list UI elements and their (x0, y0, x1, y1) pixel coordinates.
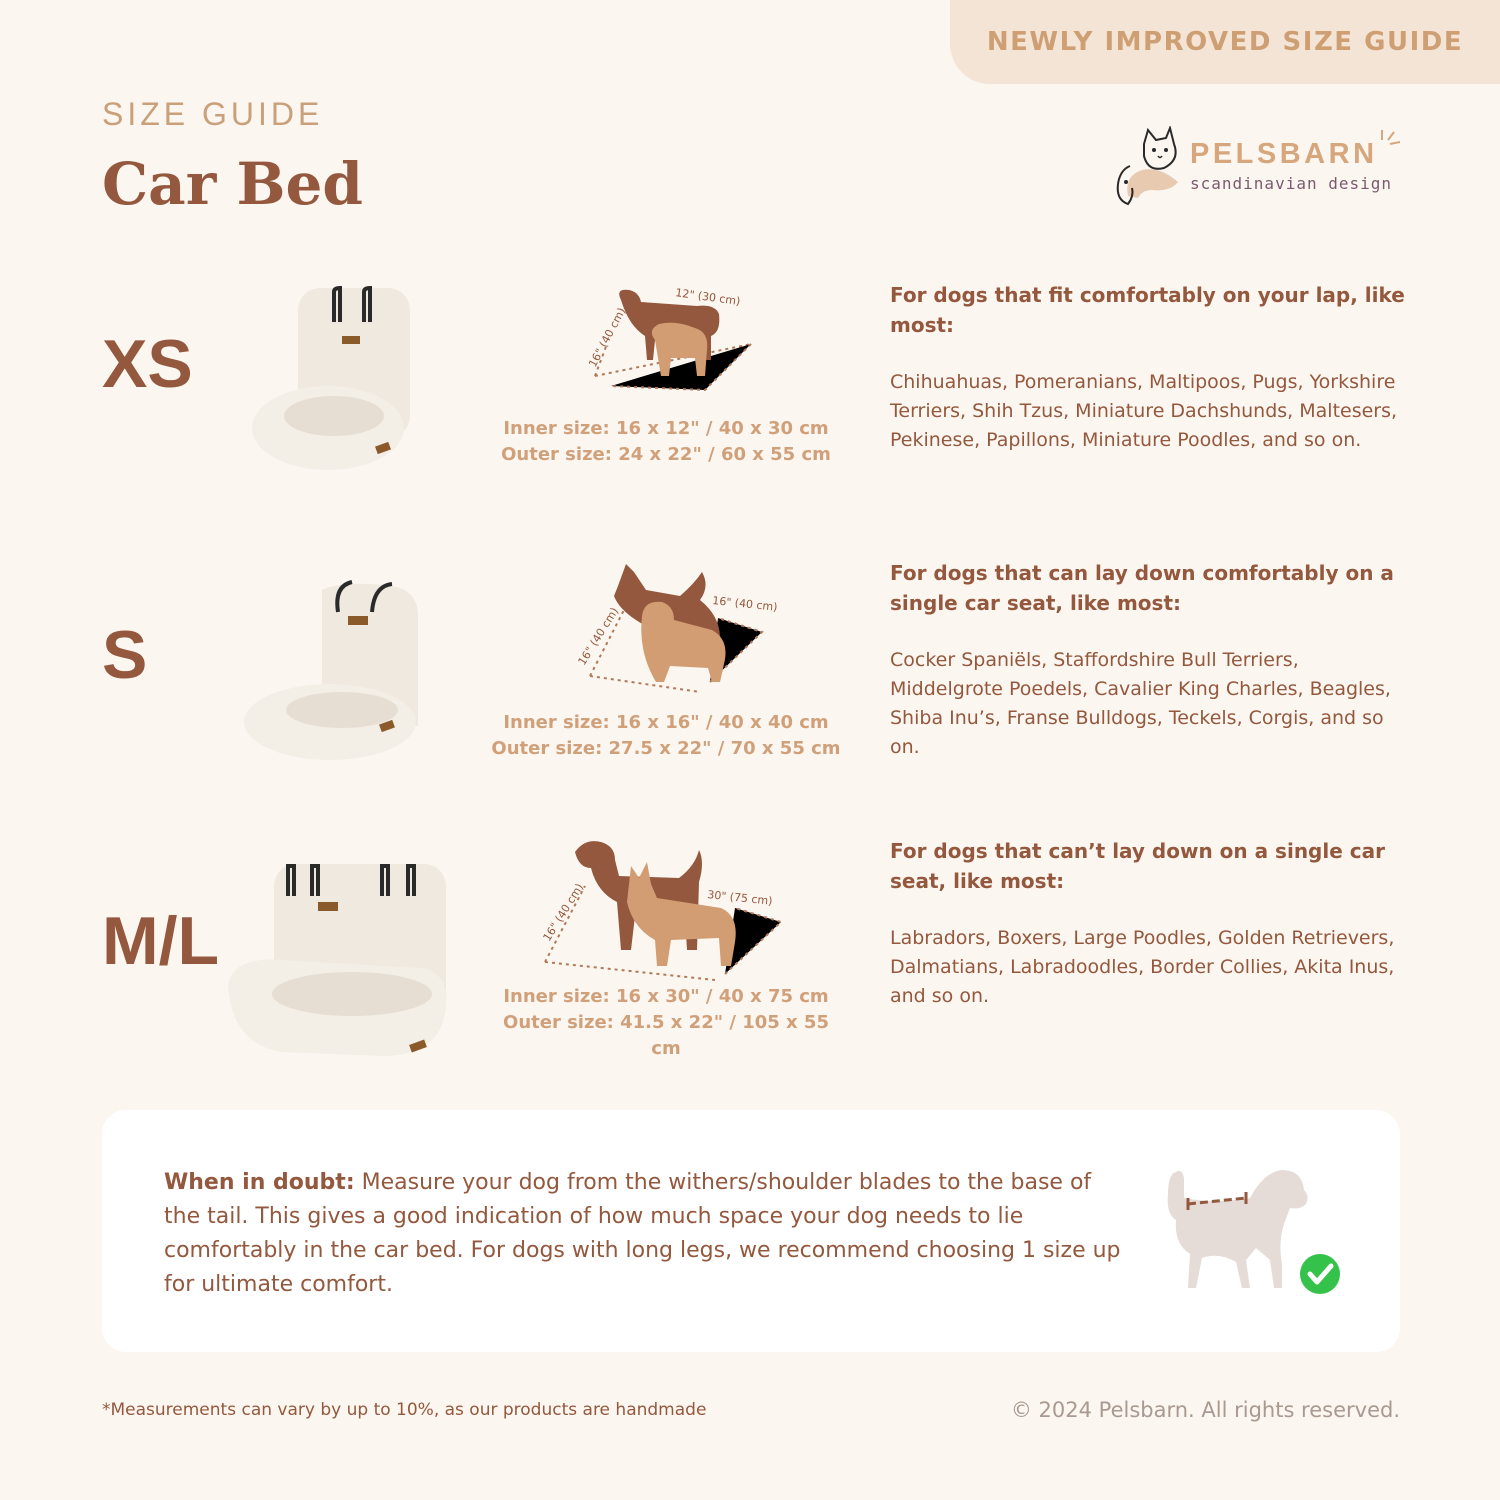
breed-list: Cocker Spaniëls, Staffordshire Bull Terriers, Middelgrote Poedels, Cavalier King Charles, Beagles, Shiba Inu’s, Franse Bulldogs, Teckels, Corgis, and so on. (890, 649, 1391, 758)
doubt-bold: When in doubt: (164, 1170, 355, 1195)
size-label: M/L (102, 903, 220, 979)
inner-size: Inner size: 16 x 12" / 40 x 30 cm (503, 418, 829, 439)
breed-list: Chihuahuas, Pomeranians, Maltipoos, Pugs, Yorkshire Terriers, Shih Tzus, Miniature Dachshunds, Maltesers, Pekinese, Papillons, Miniature Poodles, and so on. (890, 371, 1398, 451)
dim-side-label: 16" (40 cm) (575, 605, 622, 668)
inner-size: Inner size: 16 x 16" / 40 x 40 cm (503, 712, 829, 733)
dog-silhouettes-xs (575, 280, 775, 410)
doubt-text (164, 1166, 1124, 1302)
eyebrow-label: SIZE GUIDE (102, 96, 324, 132)
check-icon (1300, 1254, 1340, 1294)
size-row-xs (0, 270, 1500, 530)
dim-side-label: 16" (40 cm) (586, 305, 629, 370)
dog-silhouettes-s (570, 556, 790, 696)
size-label: XS (102, 326, 193, 402)
brand-logo[interactable] (1108, 126, 1408, 210)
brand-tagline: scandinavian design (1190, 174, 1393, 193)
description-lead: For dogs that can lay down comfortably on a single car seat, like most: (890, 561, 1394, 615)
outer-size: Outer size: 24 x 22" / 60 x 55 cm (501, 444, 831, 465)
car-bed-xs-image (250, 284, 420, 474)
dimensions-s (486, 710, 846, 762)
brand-name: PELSBARN (1190, 138, 1378, 170)
dimensions-xs (486, 416, 846, 468)
footnote: *Measurements can vary by up to 10%, as our products are handmade (102, 1400, 707, 1420)
tag-text: NEWLY IMPROVED SIZE GUIDE (986, 27, 1464, 57)
size-row-s (0, 548, 1500, 808)
dim-side-label: 16" (40 cm) (540, 881, 587, 944)
sparkle-icon (1378, 126, 1402, 146)
dim-top-label: 12" (30 cm) (674, 286, 742, 309)
dim-top-label: 30" (75 cm) (706, 888, 774, 908)
doubt-body: Measure your dog from the withers/shoulder blades to the base of the tail. This gives a good indication of how much space your dog needs to lie comfortably in the car bed. For dogs with long legs, we recommend choosing 1 size up for ultimate comfort. (164, 1170, 1121, 1297)
newly-improved-tag (950, 0, 1500, 84)
breed-list: Labradors, Boxers, Large Poodles, Golden Retrievers, Dalmatians, Labradoodles, Border Collies, Akita Inus, and so on. (890, 927, 1395, 1007)
outer-size: Outer size: 27.5 x 22" / 70 x 55 cm (491, 738, 841, 759)
car-bed-ml-image (222, 856, 452, 1066)
dim-top-label: 16" (40 cm) (711, 594, 779, 614)
description-lead: For dogs that can’t lay down on a single car seat, like most: (890, 839, 1385, 893)
copyright: © 2024 Pelsbarn. All rights reserved. (1010, 1398, 1400, 1422)
cat-dog-line-art-icon (1108, 126, 1192, 210)
inner-size: Inner size: 16 x 30" / 40 x 75 cm (503, 986, 829, 1007)
outer-size: Outer size: 41.5 x 22" / 105 x 55 cm (503, 1012, 829, 1059)
description-lead: For dogs that fit comfortably on your lap, like most: (890, 283, 1405, 337)
dog-silhouettes-ml (535, 832, 795, 982)
page-title: Car Bed (102, 150, 363, 218)
size-label: S (102, 617, 148, 693)
when-in-doubt-card (102, 1110, 1400, 1352)
description-ml (890, 836, 1410, 1011)
description-s (890, 558, 1410, 762)
dimensions-ml (486, 984, 846, 1062)
description-xs (890, 280, 1410, 455)
dog-measure-icon (1154, 1164, 1354, 1304)
car-bed-s-image (242, 576, 422, 766)
size-row-ml (0, 826, 1500, 1086)
